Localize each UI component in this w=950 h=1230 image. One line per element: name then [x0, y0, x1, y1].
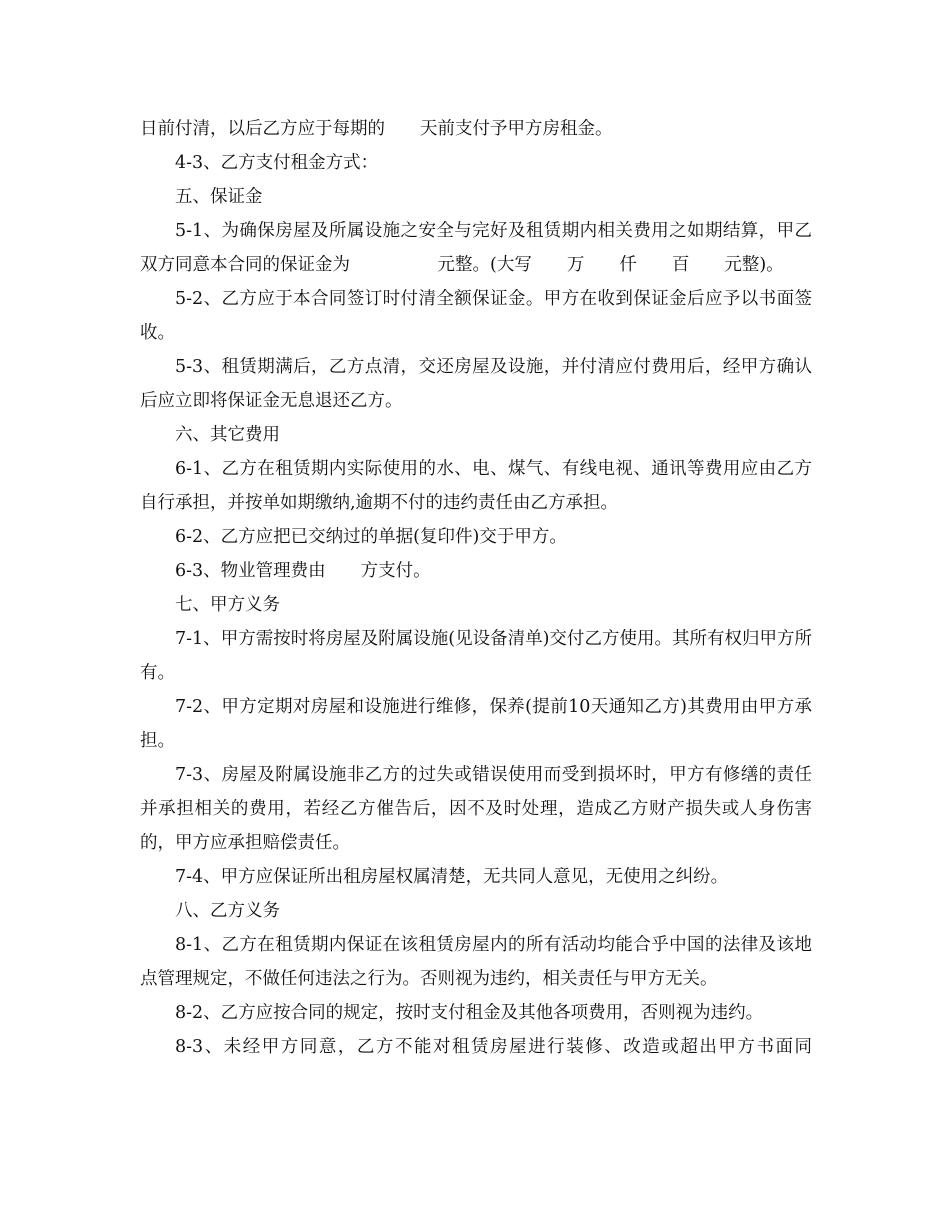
section-heading-other-fees: 六、其它费用 [175, 425, 280, 445]
section-heading-party-a-obligations: 七、甲方义务 [175, 595, 280, 615]
paragraph-7-3: 7-3、房屋及附属设施非乙方的过失或错误使用而受到损坏时，甲方有修缮的责任并承担相关的费用，若经乙方催告后，因不及时处理，造成乙方财产损失或人身伤害的，甲方应承担赔偿责任。 [140, 765, 812, 853]
paragraph-4-3: 4-3、乙方支付租金方式： [175, 153, 379, 173]
paragraph-5-3: 5-3、租赁期满后，乙方点清，交还房屋及设施，并付清应付费用后，经甲方确认后应立即将保证金无息退还乙方。 [140, 357, 812, 411]
document-body [140, 112, 812, 1064]
section-heading-party-b-obligations: 八、乙方义务 [175, 901, 280, 921]
paragraph-8-3: 8-3、未经甲方同意，乙方不能对租赁房屋进行装修、改造或超出甲方书面同 [175, 1037, 812, 1057]
paragraph-6-1: 6-1、乙方在租赁期内实际使用的水、电、煤气、有线电视、通讯等费用应由乙方自行承担，并按单如期缴纳,逾期不付的违约责任由乙方承担。 [140, 459, 812, 513]
paragraph-8-1: 8-1、乙方在租赁期内保证在该租赁房屋内的所有活动均能合乎中国的法律及该地点管理规定，不做任何违法之行为。否则视为违约，相关责任与甲方无关。 [140, 935, 812, 989]
paragraph-7-4: 7-4、甲方应保证所出租房屋权属清楚，无共同人意见，无使用之纠纷。 [175, 867, 729, 887]
paragraph-rent-payment-schedule: 日前付清，以后乙方应于每期的 天前支付予甲方房租金。 [140, 119, 613, 139]
paragraph-5-1: 5-1、为确保房屋及所属设施之安全与完好及租赁期内相关费用之如期结算，甲乙双方同意本合同的保证金为 元整。(大写 万 仟 百 元整)。 [140, 221, 812, 275]
section-heading-deposit: 五、保证金 [175, 187, 263, 207]
paragraph-8-2: 8-2、乙方应按合同的规定，按时支付租金及其他各项费用，否则视为违约。 [175, 1003, 764, 1023]
paragraph-7-2: 7-2、甲方定期对房屋和设施进行维修，保养(提前10天通知乙方)其费用由甲方承担。 [140, 697, 812, 751]
paragraph-6-3: 6-3、物业管理费由 方支付。 [175, 561, 431, 581]
paragraph-5-2: 5-2、乙方应于本合同签订时付清全额保证金。甲方在收到保证金后应予以书面签收。 [140, 289, 812, 343]
paragraph-6-2: 6-2、乙方应把已交纳过的单据(复印件)交于甲方。 [175, 527, 567, 547]
paragraph-7-1: 7-1、甲方需按时将房屋及附属设施(见设备清单)交付乙方使用。其所有权归甲方所有。 [140, 629, 812, 683]
